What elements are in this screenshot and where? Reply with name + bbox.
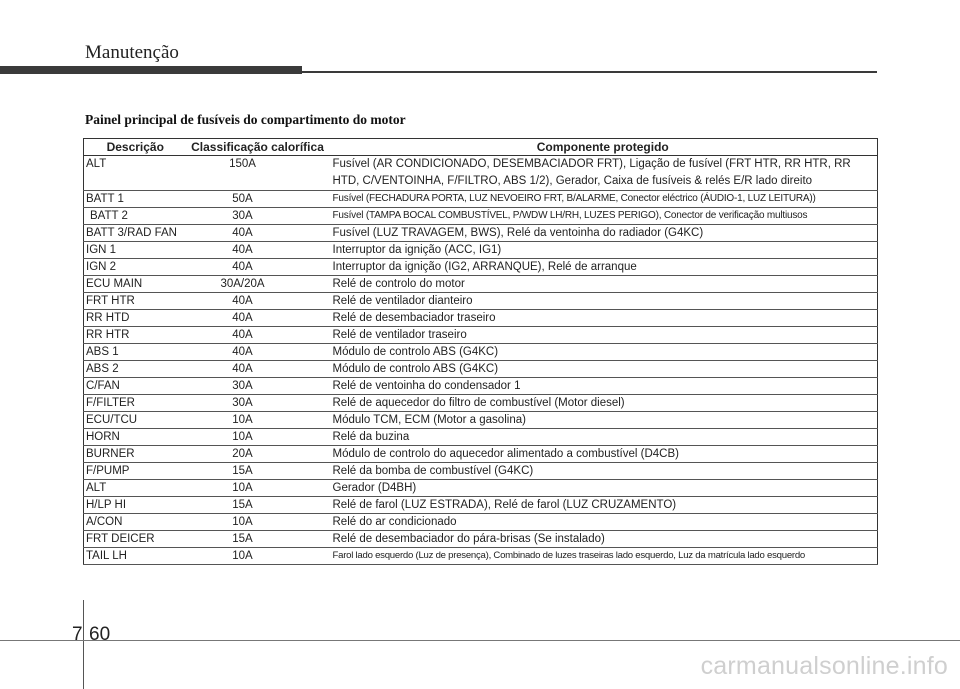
protected-component: Interruptor da ignição (IG2, ARRANQUE), Relé de arranque	[329, 259, 878, 276]
protected-component: Relé do ar condicionado	[329, 514, 878, 531]
table-row	[84, 463, 878, 480]
table-row	[84, 191, 878, 208]
fuse-rating: 40A	[187, 225, 329, 242]
protected-component: Farol lado esquerdo (Luz de presença), Combinado de luzes traseiras lado esquerdo, Luz da matrícula lado esquerdo	[329, 548, 878, 565]
table-row	[84, 548, 878, 565]
table-row	[84, 378, 878, 395]
fuse-rating: 30A	[187, 395, 329, 412]
protected-component: Módulo de controlo do aquecedor alimentado a combustível (D4CB)	[329, 446, 878, 463]
fuse-rating: 10A	[187, 548, 329, 565]
table-row	[84, 259, 878, 276]
table-row	[84, 497, 878, 514]
fuse-rating: 10A	[187, 429, 329, 446]
table-row	[84, 395, 878, 412]
fuse-description: HORN	[84, 429, 187, 446]
page-guide-vertical	[83, 600, 84, 689]
fuse-description: RR HTR	[84, 327, 187, 344]
fuse-rating: 15A	[187, 497, 329, 514]
table-row	[84, 531, 878, 548]
protected-component-line-2: HTD, C/VENTOINHA, F/FILTRO, ABS 1/2), Gerador, Caixa de fusíveis & relés E/R lado direito	[332, 175, 813, 187]
header-rule	[302, 71, 877, 73]
fuse-description: F/PUMP	[84, 463, 187, 480]
fuse-rating: 15A	[187, 531, 329, 548]
fuse-rating: 10A	[187, 412, 329, 429]
table-row	[84, 327, 878, 344]
protected-component: Gerador (D4BH)	[329, 480, 878, 497]
table-row	[84, 412, 878, 429]
table-row	[84, 310, 878, 327]
table-row	[84, 242, 878, 259]
fuse-rating: 40A	[187, 310, 329, 327]
page-guide-horizontal	[0, 640, 960, 641]
table-caption: Painel principal de fusíveis do compartimento do motor	[85, 112, 406, 127]
table-header-row	[84, 139, 878, 156]
table-row	[84, 225, 878, 242]
protected-component: Módulo de controlo ABS (G4KC)	[329, 361, 878, 378]
fuse-description: FRT HTR	[84, 293, 187, 310]
fuse-description: C/FAN	[84, 378, 187, 395]
fuse-description: FRT DEICER	[84, 531, 187, 548]
protected-component: Módulo TCM, ECM (Motor a gasolina)	[329, 412, 878, 429]
fuse-description: BATT 2	[84, 208, 187, 225]
table-row	[84, 480, 878, 497]
protected-component: Relé de desembaciador do pára-brisas (Se instalado)	[329, 531, 878, 548]
table-row	[84, 429, 878, 446]
fuse-description: ABS 1	[84, 344, 187, 361]
protected-component: Relé de aquecedor do filtro de combustível (Motor diesel)	[329, 395, 878, 412]
fuse-rating: 40A	[187, 242, 329, 259]
table-row	[84, 156, 878, 191]
protected-component: Interruptor da ignição (ACC, IG1)	[329, 242, 878, 259]
fuse-description: BURNER	[84, 446, 187, 463]
fuse-description: TAIL LH	[84, 548, 187, 565]
fuse-description: ECU MAIN	[84, 276, 187, 293]
fuse-rating: 40A	[187, 293, 329, 310]
protected-component: Relé de ventoinha do condensador 1	[329, 378, 878, 395]
table-row	[84, 293, 878, 310]
fuse-rating: 20A	[187, 446, 329, 463]
fuse-description: ALT	[84, 156, 187, 191]
fuse-rating: 40A	[187, 344, 329, 361]
chapter-number: 7	[72, 624, 83, 645]
fuse-description: BATT 1	[84, 191, 187, 208]
column-header-component: Componente protegido	[329, 139, 878, 156]
fuse-table	[83, 138, 878, 565]
protected-component: Relé de controlo do motor	[329, 276, 878, 293]
fuse-rating: 30A/20A	[187, 276, 329, 293]
fuse-rating: 50A	[187, 191, 329, 208]
fuse-description: RR HTD	[84, 310, 187, 327]
protected-component-line-1: Fusível (AR CONDICIONADO, DESEMBACIADOR FRT), Ligação de fusível (FRT HTR, RR HTR, RR	[332, 158, 851, 170]
page-number: 60	[89, 624, 111, 645]
table-row	[84, 514, 878, 531]
protected-component: Módulo de controlo ABS (G4KC)	[329, 344, 878, 361]
protected-component: Relé da bomba de combustível (G4KC)	[329, 463, 878, 480]
fuse-rating: 40A	[187, 361, 329, 378]
fuse-description: IGN 1	[84, 242, 187, 259]
section-title: Manutenção	[85, 42, 179, 63]
fuse-rating: 40A	[187, 259, 329, 276]
protected-component	[329, 156, 878, 191]
watermark: carmanualsonline.info	[700, 652, 948, 680]
table-row	[84, 361, 878, 378]
fuse-description: IGN 2	[84, 259, 187, 276]
table-row	[84, 208, 878, 225]
fuse-rating: 150A	[187, 156, 329, 191]
fuse-description: ABS 2	[84, 361, 187, 378]
fuse-rating: 10A	[187, 480, 329, 497]
protected-component: Relé da buzina	[329, 429, 878, 446]
fuse-description: ALT	[84, 480, 187, 497]
protected-component: Relé de farol (LUZ ESTRADA), Relé de farol (LUZ CRUZAMENTO)	[329, 497, 878, 514]
table-row	[84, 276, 878, 293]
protected-component: Fusível (TAMPA BOCAL COMBUSTÍVEL, P/WDW LH/RH, LUZES PERIGO), Conector de verificação multiusos	[329, 208, 878, 225]
table-row	[84, 344, 878, 361]
protected-component: Relé de ventilador traseiro	[329, 327, 878, 344]
protected-component: Fusível (LUZ TRAVAGEM, BWS), Relé da ventoinha do radiador (G4KC)	[329, 225, 878, 242]
fuse-rating: 10A	[187, 514, 329, 531]
fuse-description: BATT 3/RAD FAN	[84, 225, 187, 242]
column-header-description: Descrição	[84, 139, 187, 156]
fuse-rating: 30A	[187, 208, 329, 225]
fuse-rating: 30A	[187, 378, 329, 395]
protected-component: Relé de desembaciador traseiro	[329, 310, 878, 327]
fuse-description: F/FILTER	[84, 395, 187, 412]
fuse-rating: 15A	[187, 463, 329, 480]
fuse-description: ECU/TCU	[84, 412, 187, 429]
column-header-rating: Classificação calorífica	[187, 139, 329, 156]
fuse-description: H/LP HI	[84, 497, 187, 514]
protected-component: Relé de ventilador dianteiro	[329, 293, 878, 310]
fuse-rating: 40A	[187, 327, 329, 344]
table-row	[84, 446, 878, 463]
header-bar	[0, 66, 302, 74]
protected-component: Fusível (FECHADURA PORTA, LUZ NEVOEIRO FRT, B/ALARME, Conector eléctrico (ÁUDIO-1, LUZ LEITURA))	[329, 191, 878, 208]
fuse-description: A/CON	[84, 514, 187, 531]
